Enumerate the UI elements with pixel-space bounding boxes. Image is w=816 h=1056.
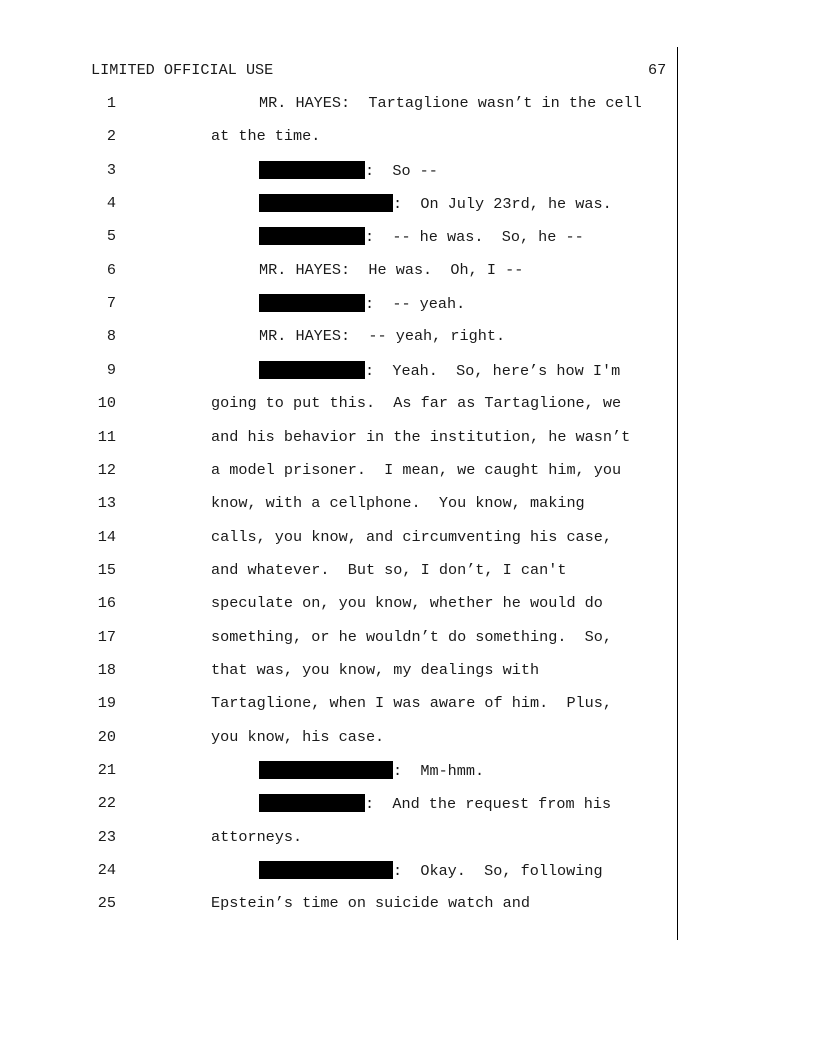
line-number: 10 (97, 394, 116, 413)
line-number: 1 (106, 94, 116, 112)
page-number: 67 (648, 61, 667, 79)
line-text: : And the request from his (365, 795, 612, 814)
line-content (259, 227, 584, 246)
line-content (259, 327, 505, 345)
line-number: 25 (97, 894, 116, 913)
line-number: 17 (97, 627, 116, 646)
line-text: Tartaglione, when I was aware of him. Plus, (211, 694, 613, 713)
line-text: : So -- (365, 161, 438, 180)
line-content (211, 661, 539, 679)
line-content (259, 861, 603, 880)
line-text: : -- yeah. (365, 295, 466, 314)
line-number: 5 (106, 227, 116, 246)
classification-header: LIMITED OFFICIAL USE (91, 61, 274, 79)
redacted-speaker-name (259, 227, 365, 245)
redacted-speaker-name (259, 861, 393, 879)
line-number: 3 (106, 160, 116, 179)
line-number: 13 (97, 494, 116, 513)
line-content (259, 161, 438, 180)
line-content (211, 894, 530, 912)
line-content (211, 528, 612, 546)
line-text: something, or he wouldn’t do something. So, (211, 627, 613, 646)
line-content (211, 461, 621, 479)
line-number: 2 (106, 127, 116, 146)
line-content (211, 494, 585, 512)
line-text: : Okay. So, following (393, 862, 603, 881)
line-text: : Mm-hmm. (393, 762, 485, 780)
line-number: 9 (106, 360, 116, 379)
line-text: at the time. (211, 127, 321, 146)
line-text: a model prisoner. I mean, we caught him, you (211, 460, 622, 479)
line-number: 19 (97, 694, 116, 713)
redacted-speaker-name (259, 361, 365, 379)
line-text: : On July 23rd, he was. (393, 195, 612, 214)
line-text: : -- he was. So, he -- (365, 228, 584, 247)
line-number: 20 (97, 727, 116, 746)
line-number: 14 (97, 527, 116, 546)
line-number: 11 (97, 427, 116, 446)
line-number: 24 (97, 861, 116, 880)
line-text: Epstein’s time on suicide watch and (211, 894, 530, 913)
line-text: calls, you know, and circumventing his case, (211, 527, 613, 546)
line-text: and his behavior in the institution, he wasn’t (211, 427, 631, 446)
line-content (211, 561, 566, 579)
line-number: 16 (97, 594, 116, 613)
redacted-speaker-name (259, 761, 393, 779)
line-number: 15 (97, 560, 116, 579)
line-number: 6 (106, 260, 116, 279)
line-number: 18 (97, 660, 116, 679)
line-text: know, with a cellphone. You know, making (211, 494, 585, 513)
line-content (259, 361, 620, 380)
line-content (259, 294, 465, 313)
line-content (259, 194, 612, 213)
line-number: 4 (106, 194, 116, 213)
line-text: you know, his case. (211, 727, 385, 746)
line-number: 7 (106, 294, 116, 313)
line-content (259, 94, 642, 112)
line-number: 21 (97, 761, 116, 779)
redacted-speaker-name (259, 161, 365, 179)
line-number: 12 (97, 460, 116, 479)
line-content (211, 127, 320, 145)
right-margin-rule (677, 47, 678, 940)
line-text: that was, you know, my dealings with (211, 660, 540, 679)
line-content (211, 694, 612, 712)
line-text: MR. HAYES: He was. Oh, I -- (259, 260, 524, 279)
redacted-speaker-name (259, 794, 365, 812)
line-content (211, 728, 384, 746)
redacted-speaker-name (259, 194, 393, 212)
line-text: MR. HAYES: Tartaglione wasn’t in the cell (259, 94, 642, 112)
line-content (211, 594, 603, 612)
line-content (211, 394, 621, 412)
line-number: 8 (106, 327, 116, 346)
line-text: and whatever. But so, I don’t, I can't (211, 560, 567, 579)
line-content (211, 628, 612, 646)
line-number: 22 (97, 794, 116, 813)
redacted-speaker-name (259, 294, 365, 312)
line-text: : Yeah. So, here’s how I'm (365, 361, 621, 380)
line-text: going to put this. As far as Tartaglione, we (211, 394, 622, 413)
line-content (259, 794, 611, 813)
line-content (211, 828, 302, 846)
line-text: attorneys. (211, 827, 303, 846)
line-content (211, 428, 630, 446)
line-content (259, 761, 484, 780)
line-text: MR. HAYES: -- yeah, right. (259, 327, 506, 346)
line-text: speculate on, you know, whether he would do (211, 594, 603, 613)
line-number: 23 (97, 827, 116, 846)
line-content (259, 261, 523, 279)
